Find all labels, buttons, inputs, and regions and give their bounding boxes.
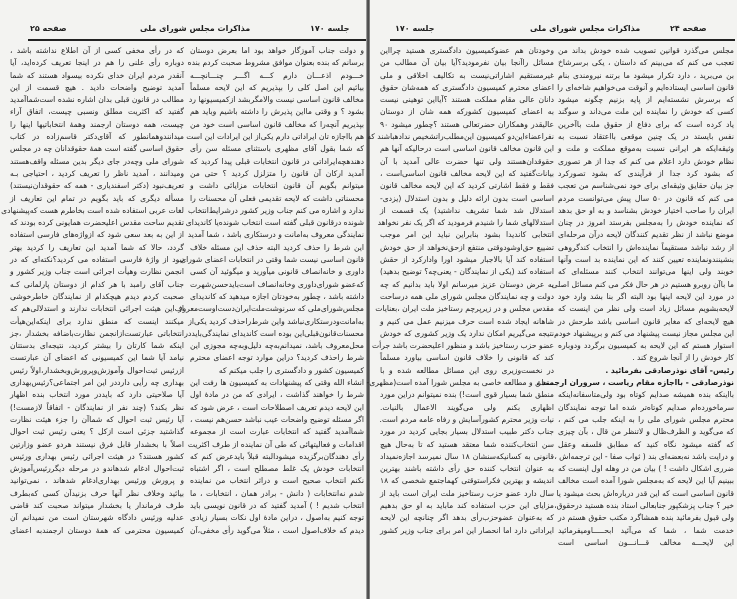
text-line: صحبت کردم دیدم هیچکدام از نمایندگان خاطرخوشی — [10, 291, 184, 301]
text-line: استفاده کند آیا بالاجبار میشود اورا وادارکرد از حقش — [380, 255, 554, 265]
text-line: نکنم انتخاب صحیح است و دراثر انتخاب من نماینده — [190, 476, 364, 486]
text-line: دولت و چه نمایندگان مجلس شورای ملی همه درساحت — [380, 291, 554, 301]
text-line: تعجب می کنم که می‌بینم که داستان ، یکی برسرشاخ — [558, 58, 734, 68]
text-line: نبود از واژهٔ فارسی استفاده می کردید؟نکته‌ای که در — [10, 255, 184, 265]
text-line: شماآمدید گفتید که انتخابات عبارت است از مجموعه — [190, 427, 364, 437]
text-line: مقدس مجلس و در زیرپرچم رستاخیز ملت ایران ،بعنایات — [375, 304, 554, 314]
text-line: مطالب در قانون قبلی بدان اشاره نشده است‌شماآمدید — [10, 95, 184, 105]
text-line: قانون اساسی ایستاده‌ایم و آنوقت می‌خواهیم شاخه‌ای را — [557, 82, 734, 92]
text-line: ندارد و اشاره می کنم جناب وزیر کشور درشرایط‌انتخاب — [187, 205, 364, 215]
text-line: مسأله دیگری که باید بگویم در تمام این تعاریف از — [10, 193, 184, 203]
text-line: این مجلس مجاز نیست پیشنهاد می کنم و برپیشنهاد خودم — [554, 328, 734, 338]
text-line: چیست، همه دوستان ارجمند وهمهٔ انتخاباتیها اینها را — [10, 119, 184, 129]
text-line: در نخست‌وزیری روی این مسائل مطالعه شده و با — [380, 365, 554, 375]
text-line: خوبند ولی اینها می‌توانند انتخاب کنند مسئله‌ای که — [558, 267, 734, 277]
text-line: که می‌گوید و الظرف‌ظال و لاتنظر من قال ، بآن چیزی — [558, 427, 734, 437]
text-line: کمیسیون محترمی که همهٔ دوستان ارجمندبه اعضای — [10, 525, 184, 535]
text-line: برسانم که بنده بعنوان موافق مشروط صحبت کردم بنده — [187, 58, 364, 68]
text-line: هم بااجازه تان ایراداتی دارم یکی‌از این ایرادات این است — [186, 132, 364, 142]
page-24 — [366, 0, 737, 599]
text-line: جز بیان حقایق وثیقه‌ای برای خود نمی‌شناسم من تعجب — [558, 181, 734, 191]
text-line: اندیشه و بهترین فکراستوقتی کهماجتمع شخصی که ۱۸ — [380, 476, 554, 486]
text-line: مسائل راآنجا بیان نفرمودید؟آیا بیان آن مطالب من — [380, 58, 554, 68]
text-line: مجلس می‌گذرد قوانین تصویب شده خودش بداند من — [558, 46, 734, 55]
text-line: قانون اساسی است که این قدر درباره‌اش بحث میشود یا — [556, 488, 734, 498]
text-line: دانان عالی مقام مملکت هستند ؟آیااین توهینی نیست — [380, 95, 554, 105]
text-line: اینکه شما کارتان را بیشتر کردید، نتیجه‌ای بدستتان — [10, 341, 184, 351]
text-line: ایران را صاحب اختیار خودش بشناسد و به او حق بدهد — [558, 205, 734, 215]
text-line: آیا رئیس ثبت احوال که شماآن را جزء هیئت نظارت — [10, 414, 184, 424]
text-line: تضییع حق‌اوشودوقتی منتفع ازحق‌نخواهد از حق خودش — [380, 242, 554, 252]
column-left — [1, 45, 184, 537]
text-line: اظهاری بکنم ولی می‌گویند الاعمال بالنیات. — [380, 402, 554, 412]
text-line: بن می‌برید ، دارد تکرار میشود ما برتنه نیرومندی بنام — [558, 70, 734, 80]
text-line: شونده درقانون قبلی گفته است انتخاب شونده‌یا کاندیدای — [185, 218, 364, 228]
text-line: انتخاباتی عبارتست‌ازانجمن نظارت‌باضافه بخشدار ،جز — [10, 328, 184, 338]
text-line: اقدامات و فعالیتهائی که طی آن نماینده از طرف اکثریت — [187, 439, 364, 449]
text-line: شرط راحذف کردید؟ دراین موارد توجه اعضای محترم — [190, 353, 364, 363]
text-line: می کنم که قانون در ۵۰ سال پیش می‌توانست مردم — [558, 193, 734, 203]
text-line: خیر ؟ جناب پزشکپور جنابعالی استاد بنده هستید درحقوق، — [554, 500, 734, 510]
text-line: شورای ملی وچه‌در جای دیگر بدین مسئله واقف‌هستند — [10, 156, 184, 166]
text-line: غیرمستقیم اشاراتی‌نیست به تکالیف اخلاقی و ملی — [380, 70, 554, 80]
text-line: گفتید که اکثریت مطلق ونسبی چیست، اتفاق آراء — [10, 107, 184, 117]
text-line: محترم مجلس شورای ملی را به اینکه جلب می کنم ، — [558, 414, 734, 424]
text-line: وخودتان هم عضوکمیسیون دادگستری هستید چرااین — [380, 46, 554, 55]
text-line: نوذرصادقی - بااجازه مقام ریاست ، سروران ارجمند ، — [536, 378, 734, 388]
header-rule — [390, 39, 735, 41]
page-25 — [0, 0, 368, 599]
text-line: طرف فرماندار یا بخشدار میتواند صحبت کند قاضی — [10, 500, 184, 510]
text-line: این شرط را حذف کردید البته حذف این مسئله خلاف — [190, 242, 364, 252]
text-line: آنقدر مردم ایران خدای نکرده بیسواد هستند که شما — [10, 70, 184, 80]
text-line: انتخابات خودش یک غلط مصطلح است ، اگر اشتباه — [190, 464, 364, 474]
text-line: تقدیم ساحت مقدس اعلیحضرت همایونی کرده بودند که — [10, 218, 184, 228]
text-line: به عنوان انتخاب کننده حق رأی داشته باشند بهترین — [380, 464, 554, 474]
text-line: از این هیئت اجرائی انتخابات ندارند و استدلالی‌هم که — [10, 304, 184, 314]
text-line: تعریف‌نبود (دکتر اسفندیاری - همه که حقوقدان‌نیستند) — [10, 181, 184, 191]
text-line: به اعضای کمیسیون کشورکه همه شان از دوستان — [380, 107, 554, 117]
text-line: بیائید وخلاف نظر آنها حرف بزنیدآن کسی که‌بطرف — [10, 488, 184, 498]
text-line: نیات وزیر محترم کشورآسایش و رفاه عامه مردم است. — [379, 414, 554, 424]
text-line: عضو حزب رستاخیز باشد و منظور اعلیحضرت باشد جرأت — [371, 341, 554, 351]
text-line: اعضای محترم کمیسیون دادگستری که همه‌شان حقوق — [380, 82, 554, 92]
text-line: و درایت باشد نه‌بعضه‌ای بند ( ثواب صفا - این ترجمه‌اش ، — [554, 451, 734, 461]
text-line: محسنات‌قانون‌قبلی‌این بوده است کاندیدای نمایندگی‌بایددر — [184, 328, 364, 338]
text-line: اساسی است بدون ارائه دلیل و بدون استدلال (یزدی- — [380, 193, 554, 203]
text-line: این لایحـــه مخالف قـــانـــون اساسی است — [558, 537, 734, 547]
text-line: موضع نباشد از نظر تقدیم کنندگان لایحه درآن مرحله‌ای — [558, 230, 734, 240]
text-line: حقوق اساسی گفته است همهٔ حقوقدانان چه در مجلس — [10, 144, 184, 154]
text-line: محسناتی داشت که لایحه تقدیمی فعلی آن محسنات را — [190, 193, 364, 203]
text-line: این قانون مخالف قانون اساسی است درحالیکه آنها هم — [380, 144, 554, 154]
text-line: که برسرش نشسته‌ایم از پایه بزنیم چگونه میشود — [558, 95, 734, 105]
text-line: توجه کنیم به‌اصول ، دراین مادهٔ اول نکات بسیار زیادی — [190, 513, 364, 523]
text-line: کمیسیون کشور و دادگستری را جلب میکنم که — [218, 365, 364, 375]
text-line: استدلال شد شما تشریف نداشتید) یک قسمت از — [380, 205, 554, 215]
text-line: شرط را خواهند گذاشت ، ایرادی که من در مادهٔ اول — [190, 390, 364, 400]
text-line: عالیقدر وهمکاران حضرتعالی هستند ؟چطور میشود ۹۰ — [380, 119, 554, 129]
text-line: در مورد این لایحه اینها بود البته اگر بنا بشد وارد خود — [558, 291, 734, 301]
text-line: خـــودم اذعـــان دارم کـــه اگـــر چنـــانچـــه — [190, 70, 364, 80]
text-line: کسی که خودش را نماینده این ملت می‌داند و سوگند — [558, 107, 734, 117]
text-line: نیامد آیا شما این کمیسیونی که اعضای آن عبارتست — [10, 353, 184, 363]
text-line: ایراداتی دارد اما انحصار این امر برای جناب وزیر کشور — [380, 525, 554, 535]
text-line: داوری و خانه‌انصاف قانونی میآورید و میگوئید آن کسی — [190, 267, 364, 277]
text-line: نفس بایستد در یک چنین موقعی بااعتقاد نسبت به — [558, 132, 734, 142]
text-line: این لایحه دیدم تعریف اصطلاحات است ، عرض شود که — [190, 402, 364, 412]
text-line: حقوقدان‌هستند ولی تنها حضرت عالی آمدید با آن — [380, 156, 554, 166]
text-line: انتخابی کاندیدا بشود بنابراین نباید این امر موجب — [380, 230, 554, 240]
text-line: دیدم که خلاف‌اصول است ، مثلاً می‌گوید رأی مخفی،آن — [190, 525, 364, 535]
text-line: مزایای این حزب استفاده کند ماباید به او حق بدهیم — [380, 500, 554, 510]
text-line: بیائیم این اصل کلی را بپذیریم که این لایحه مسلماً — [190, 82, 364, 92]
page-number: صفحه ۲۵ — [30, 24, 67, 33]
text-line: گذاشتید جزئی است ازکل ؟ یعنی رئیس ثبت احوال — [10, 427, 184, 437]
text-line: استفاده کند (یکی از نمایندگان - یعنی‌چه؟ توضیح بدهید) — [380, 267, 554, 277]
text-line: رئیس- آقای نوذرصادقی بفرمائید . — [605, 365, 734, 375]
text-line: قانون اساسی نیست شما وقتی در انتخابات اعضای شورای — [180, 255, 364, 265]
text-line: به عرض دوستان عزیز میرسانم اولا باید بدانیم که چه — [380, 279, 554, 289]
text-line: سن انتخاب‌کننده شما معتقد هستید که تا به‌حال هیچ — [380, 439, 554, 449]
text-line: شاهانه ایجاد شده است حرف میزنیم عمل می کنیم و — [380, 316, 554, 326]
text-line: رأی دهندگان‌برگزیده میشود‌البته قبلاً بایدعرض کنم که — [190, 451, 364, 461]
text-line: که‌عضو شورای‌داوری وخانه‌انصاف است‌بایدحسن‌شهرت — [190, 279, 364, 289]
text-line: آمدید ارکان آن قانون را متزلزل کردید ؟ حتی من — [190, 168, 364, 178]
column-right — [536, 45, 734, 549]
text-line: میکنند اینست که منطق ندارد برای اینکه‌این‌هیأت — [10, 316, 184, 326]
text-line: بهداری چه رأیی دارددر این امر اجتماعی؟رئیس‌بهداری — [10, 378, 184, 388]
text-line: بیانات‌گفتید که این لایحه مخالف قانون اساسی‌است ، — [380, 168, 554, 178]
text-line: جناب دکتر طبیب استدلال بسیار بجایی کردید در مورد — [380, 427, 554, 437]
text-line: قانونی به کسانیکه‌سنشان ۱۸ سال نمیرسد اجازه‌نمیداد — [380, 451, 554, 461]
text-line: محل‌معروف باشد، نمیدانم‌به‌چه دلیل‌وبه‌چه مجوزی این — [190, 341, 364, 351]
text-line: لایحه‌بشویم مسائل زیاد است ولی نظر من اینست که — [558, 304, 734, 314]
text-line: دهندهچه‌ایراداتی در قانون انتخابات قبلی پیدا کردید که — [190, 156, 364, 166]
text-line: یاد کرده است که برای دفاع از حقوق ملت باآخرین — [558, 119, 734, 129]
text-line: که گفته میشود نگاه کنید که مطابق فلسفه وعقل — [558, 439, 734, 449]
text-line: استدلالهای شما را شنیدم فرمودید که اگر یک نفر نخواهد — [377, 218, 554, 228]
text-line: وثیقه‌ایکه هر ایرانی نسبت به‌موقع مملکت و ملت و — [558, 144, 734, 154]
text-line: میتوانم بگویم آن قانون انتخابات مزایائی داشت و — [190, 181, 364, 191]
text-line: فقط و فقط اشارتی کردید که این لایحه مخالف قانون — [380, 181, 554, 191]
page-number: صفحه ۲۴ — [670, 24, 707, 33]
column-left — [366, 45, 554, 537]
text-line: میدانندوهمانطور که آقای‌دکتر قاسم‌زاده در کتاب — [10, 132, 184, 142]
text-line: بپذیریم آنچه‌را که مخالف قانون اساسی است خود من — [190, 119, 364, 129]
text-line: که در رأی مخفی کسی از آن اطلاع نداشته باشد ، — [10, 46, 184, 55]
text-line: بنشینندونماینده تعیین کنند که این نماینده بد است وآنها — [558, 255, 734, 265]
text-line: ببینیم آیا این لایحه که به‌مجلس شورا آمده است مخالف — [558, 476, 734, 486]
running-title: مذاکرات مجلس شورای ملی — [530, 24, 641, 33]
text-line: داشته باشد ، چطور به‌خودتان اجازه میدهید که کاندیدای — [190, 291, 364, 301]
column-right — [174, 45, 364, 537]
text-line: اصلاً با بخشدار قابل فرق نیستند هردو عضو وزارتین — [10, 439, 184, 449]
text-line: و پرورش ورئیس بهداری‌ادغام شدهاند ، نمی‌توانید — [10, 476, 184, 486]
text-line: لغات عربی استفاده شده است بخاطرم هست که‌پیشنهادی — [1, 205, 184, 215]
text-line: کار خودش را از آنجا شروع کند . — [632, 353, 734, 363]
text-line: سال دارد عضو حزب رستاخیز ملت ایران است باید از — [380, 488, 554, 498]
text-line: آیا صلاحیتی دارد که بایددر مورد انتخاب بنده اظهار — [10, 390, 184, 400]
text-line: از رشد نباشد مستقیماً نماینده‌اش را انتخاب کندگروهی — [558, 242, 734, 252]
text-line: ثبت‌احوال ادغام شدهاندو در مرحله دیگررئیس‌آموزش — [10, 464, 184, 474]
session-number: جلسه ۱۷۰ — [310, 24, 350, 33]
text-line: از این به بعد سعی شود که ازواژه‌های فارسی استفاده — [10, 230, 184, 240]
text-line: که نماینده خودش را به‌مجلس بفرستد امروز در چنان — [558, 218, 734, 228]
text-line: سرماخورده‌ام صدایم کوتاه‌تر شده اما توجه نمایندگان — [558, 402, 734, 412]
text-line: منطق و مطالعه خاصی به مجلس شورا آمده است(مظهری- — [366, 378, 554, 388]
text-line: نفراعضاءاین‌دو کمیسیون این‌مطلب‌راتشخیص ندادهباشند که — [367, 132, 554, 142]
text-line: که شما بقول آقای مظهری باستثنای مسئله سن رأی — [190, 144, 364, 154]
header-rule — [28, 39, 366, 41]
text-line: جناب آقای رامبد با هر کدام از دوستان پارلمانی کـه — [10, 279, 184, 289]
text-line: انشاء الله وقتی که پیشنهادات به کمیسیون ها رفت این — [190, 378, 364, 388]
text-line: که بشود کرد جدا از فرآیندی که بشود تصورکرد — [558, 168, 734, 178]
text-line: گردد، حالا که شما آمدید این تعاریف را کردید بهتر — [10, 242, 184, 252]
text-line: استوار هستم که این لایحه به کمیسیون برگردد ودوباره — [558, 341, 734, 351]
text-line: مخالف قانون اساسی نیست والامگربشد ازکمیسیونها رد — [188, 95, 364, 105]
text-line: اگر مسئله توضیح واضحات عیب نباشد حسن‌هم نیست ، — [190, 414, 364, 424]
session-number: جلسه ۱۷۰ — [395, 24, 435, 33]
text-line: که به‌عنوان عضوحزب‌رأی بدهد اگر چنانچه این لایحه — [380, 513, 554, 523]
text-line: آمدید توضیح واضحات دادید . هیچ قسمت از این — [10, 82, 184, 92]
text-line: هیچ لایحه‌ای که مغایر قانون اساسی باشد طرحش در — [558, 316, 734, 326]
text-line: ازرئیس ثبت‌احوال وآموزش‌وپرورش‌وبخشدار،اولاً رئیس — [10, 365, 184, 375]
text-line: مجلس‌شورای‌ملی که سرنوشت‌ملت‌ایران‌دست‌اوست‌معروف — [174, 304, 364, 314]
text-line: بشود ؟ و وقتی مااین پذیرش را داشته باشیم وباید هم — [190, 107, 364, 117]
text-line: خدمت شما ، شما که می‌آئید ابحـــــاومیفرمائید — [558, 525, 734, 535]
text-line: ومیدانند ، آمدید ناظر را تعریف کردید ، احتیاجی بـه — [10, 168, 184, 178]
text-line: نمایندگی معروف به‌امانت و درستکاری باشد ، شما آمدید — [187, 230, 364, 240]
text-line: ما باآن روبرو هستیم در هر حال فکر می کنم مسائل اصلی — [551, 279, 734, 289]
text-line: کشور هستند؟ در هیئت اجرائی رئیس بهداری ورئیس — [10, 451, 184, 461]
text-line: انتخاب شدیم ! ) آمدید گفتید که در قانون نویسی باید — [190, 500, 364, 510]
text-line: انجمن نظارت وهیأت اجرائی است جناب وزیر کشور و — [10, 267, 184, 277]
text-line: دوباره رأی علنی را هم در اینجا تعریف کرده‌اید، آیا — [10, 58, 184, 68]
text-line: منطق شما بسیار قوی است!) بنده نمیتوانم دراین مورد — [380, 390, 554, 400]
text-line: و دولت جناب آموزگار خواهد بود اما بعرض دوستان — [190, 46, 364, 55]
text-line: به‌امانت‌ودرستکاری‌نباشد واین شرط‌راحذف کردید یکی‌از — [188, 316, 364, 326]
text-line: ضرری اشکال داشت ! ) بیان من در وهله اول اینست که — [558, 464, 734, 474]
text-line: شدم نه‌انتخابات ( دانش - برادر همان ، انتخابات ، ما — [190, 488, 364, 498]
text-line: نتیجه می‌گیریم امکان ندارد یک وزیر کشوری که خودش — [380, 328, 554, 338]
running-title: مذاکرات مجلس شورای ملی — [140, 24, 251, 33]
text-line: عدلیه ورئیس دادگاه شهرستان است من نمیدانم آن — [10, 513, 184, 523]
text-line: بااینکه بنده همیشه صدایم کوتاه بود ولی‌متاسفانه‌اینکه — [558, 390, 734, 400]
text-line: کند که قانونی را خلاف قانون اساسی بیاورد مسلماً — [380, 353, 554, 363]
text-line: ولی قبول بفرمائید بنده همشاگرد مکتب حقوق هستم در — [558, 513, 734, 523]
text-line: نظر بکند؟ (چند نفر از نمایندگان - اتفاقاً لازمست!) — [10, 402, 184, 412]
text-line: نظام خودش دارد اعلام می کنم که جدا از هر تصوری — [558, 156, 734, 166]
